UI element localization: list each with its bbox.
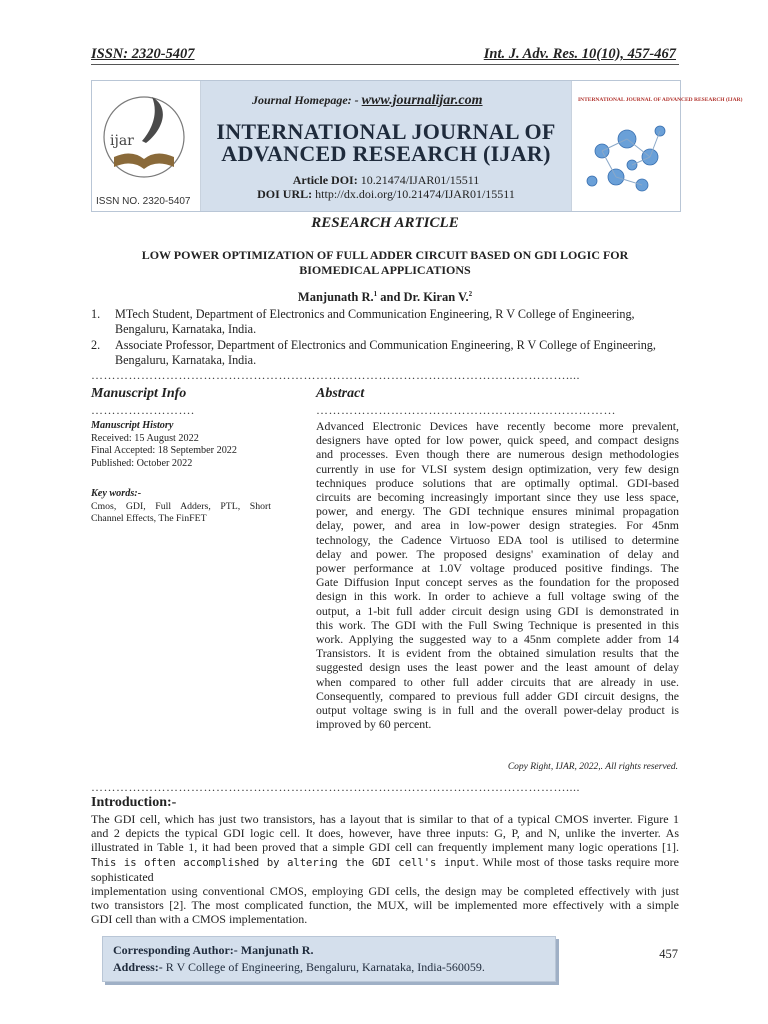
intro-line: implementation using conventional CMOS, employing GDI cells, the design may be completed effectively with just	[91, 884, 679, 899]
intro-line: GDI cell than with a CMOS implementation.	[91, 912, 308, 927]
intro-line	[91, 855, 679, 884]
abstract-heading: Abstract	[316, 386, 365, 401]
abstract-line: when compared to other full adder circuits that are already in use.	[316, 674, 679, 689]
abstract-line: work. Applying the suggested way to a 45nm complete adder from 14	[316, 632, 679, 647]
ijar-logo	[92, 81, 201, 211]
abstract-line: delay and power. The proposed designs' examination of delay and	[316, 546, 679, 561]
abstract-line: power performance at 1.0V voltage produced positive findings. The	[316, 561, 679, 576]
divider-dots: ………………………………………………………………	[316, 403, 616, 417]
article-doi: Article DOI: 10.21474/IJAR01/15511	[292, 173, 480, 187]
affiliation-item: 1. MTech Student, Department of Electronics and Communication Engineering, R V College of Engineering, Bengaluru, Karnataka, India.	[91, 307, 635, 337]
abstract-line: suggested design uses the least power and the least amount of delay	[316, 660, 679, 675]
abstract-line: this work. The GDI with the Full Swing Technique is presented in this	[316, 617, 679, 632]
affiliation-item: 2. Associate Professor, Department of Electronics and Communication Engineering, R V College of Engineering, Bengaluru, Karnataka, India.	[91, 337, 656, 367]
abstract-line: techniques produce solutions that are optimally optimal. GDI-based	[316, 475, 679, 490]
citation-header: Int. J. Adv. Res. 10(10), 457-467	[483, 46, 676, 62]
divider-dots: ……………………………………………………………………………………………………....	[91, 368, 580, 382]
keywords: Key words:- Cmos, GDI, Full Adders, PTL, Short Channel Effects, The FinFET	[91, 488, 271, 524]
abstract-line: designers have opted for low power, quick speed, and compact designs	[316, 433, 679, 448]
abstract-line: Consequently, compared to previous full adder GDI circuit designs, the	[316, 688, 679, 703]
abstract-line: Transistors. It is evident from the obtained simulation results that the	[316, 646, 679, 661]
intro-text-segment: . While most of those tasks require more sophisticated	[91, 854, 679, 884]
svg-text:ISSN NO. 2320-5407: ISSN NO. 2320-5407	[96, 196, 191, 207]
abstract-line: and processes. Even though there are numerous design methodologies	[316, 447, 679, 462]
homepage-label: Journal Homepage: -	[252, 93, 362, 107]
intro-emphasis: This is often accomplished by altering the GDI cell's input	[91, 856, 476, 869]
intro-line: illustrated in Table 1, it had been proved that a simple GDI cell can frequently implement many logic operations [1].	[91, 840, 679, 855]
quill-book-icon	[92, 81, 200, 211]
intro-line: two transistors [2]. The most complicated function, the MUX, will be implemented more effectively with a simple	[91, 898, 679, 913]
article-type: RESEARCH ARTICLE	[311, 215, 459, 231]
abstract-text	[316, 419, 679, 731]
journal-title	[200, 121, 572, 165]
copyright-notice: Copy Right, IJAR, 2022,. All rights reserved.	[507, 762, 678, 772]
divider-dots: ……………………………………………………………………………………………………....	[91, 780, 580, 794]
svg-text:INTERNATIONAL JOURNAL OF ADVAN: INTERNATIONAL JOURNAL OF ADVANCED RESEARCH (IJAR)	[578, 97, 743, 103]
journal-cover-image	[571, 81, 743, 211]
abstract-line: Gate Diffusion Input concept serves as the foundation for the proposed	[316, 575, 679, 590]
abstract-line: currently in use for VLSI system design optimization, very few design	[316, 461, 679, 476]
abstract-line: technology, the Cadence Virtuoso EDA tool is utilised to determine	[316, 532, 679, 547]
molecule-cover-icon	[572, 81, 743, 211]
article-title: LOW POWER OPTIMIZATION OF FULL ADDER CIRCUIT BASED ON GDI LOGIC FOR BIOMEDICAL APPLICATIONS	[141, 248, 629, 277]
corresponding-author: Corresponding Author:- Manjunath R.	[113, 943, 314, 957]
corresponding-author-box	[102, 936, 556, 982]
intro-line: The GDI cell, which has just two transistors, has a layout that is similar to that of a typical CMOS inverter. Figure 1	[91, 812, 679, 826]
abstract-line: output, a 1-bit full adder circuit design using GDI is demonstrated in	[316, 603, 679, 618]
svg-text:ijar: ijar	[110, 133, 134, 149]
header-rule	[91, 64, 679, 65]
abstract-line: Advanced Electronic Devices have recently become more prevalent,	[316, 419, 679, 433]
abstract-line: circuits are becoming increasingly important since they use less space,	[316, 490, 679, 505]
page-number: 457	[659, 947, 678, 961]
abstract-line: power, and energy. The GDI technique ensures minimal propagation	[316, 504, 679, 519]
author-address: Address:- R V College of Engineering, Bengaluru, Karnataka, India-560059.	[113, 960, 485, 974]
abstract-line: output voltage swing is in full and the overall power-delay product is	[316, 703, 679, 718]
journal-homepage	[252, 93, 483, 109]
doi-url: DOI URL: http://dx.doi.org/10.21474/IJAR01/15511	[257, 187, 515, 201]
journal-banner	[91, 80, 743, 212]
homepage-link[interactable]: www.journalijar.com	[361, 93, 483, 108]
journal-title-line2: ADVANCED RESEARCH (IJAR)	[221, 141, 551, 166]
manuscript-history: Manuscript History Received: 15 August 2022 Final Accepted: 18 September 2022 Published: October 2022	[91, 420, 237, 469]
introduction-text	[91, 812, 679, 927]
introduction-heading: Introduction:-	[91, 795, 177, 810]
abstract-line: improved by 60 percent.	[316, 717, 432, 732]
abstract-line: delay, power, and area in low-power design strategies. For 45nm	[316, 518, 679, 533]
affiliations	[91, 307, 679, 368]
journal-title-line1: INTERNATIONAL JOURNAL OF	[216, 119, 556, 144]
authors: Manjunath R.$^1$ and Dr. Kiran V.$^2$	[297, 290, 473, 305]
issn-header: ISSN: 2320-5407	[91, 46, 195, 62]
intro-line: and 2 depicts the typical GDI logic cell. It does, however, have three inputs: G, P, and N, unlike the inverter. As	[91, 826, 679, 841]
abstract-line: design in this work. In order to achieve a full voltage swing of the	[316, 589, 679, 604]
divider-dots: …………………….	[91, 403, 195, 417]
manuscript-info-heading: Manuscript Info	[91, 386, 187, 401]
doi-url-link[interactable]: http://dx.doi.org/10.21474/IJAR01/15511	[315, 187, 515, 201]
